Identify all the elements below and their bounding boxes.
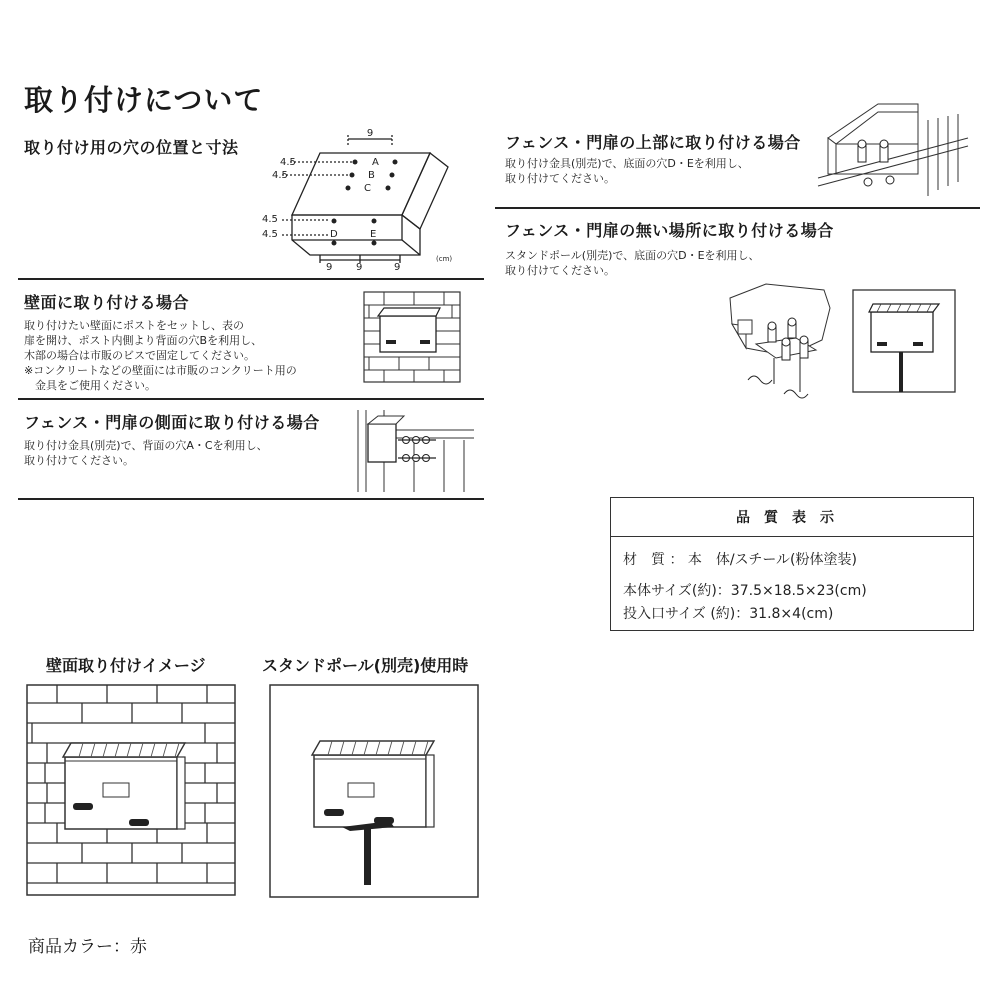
label-b: B — [368, 170, 375, 181]
dim-9-bottom-2: 9 — [356, 262, 363, 273]
fence-side-heading: フェンス・門扉の側面に取り付ける場合 — [24, 413, 320, 432]
product-color: 商品カラー：赤 — [28, 937, 147, 957]
fence-top-body: 取り付け金具(別売)で、底面の穴D・Eを利用し、 取り付けてください。 — [505, 157, 749, 185]
label-a: A — [372, 157, 379, 168]
wall-heading: 壁面に取り付ける場合 — [24, 293, 190, 312]
pole-mount-illustration — [853, 290, 955, 392]
label-e: E — [370, 229, 377, 240]
quality-table — [610, 497, 974, 631]
dim-45-b: 4.5 — [272, 170, 288, 181]
wall-mount-image — [27, 685, 235, 895]
page-title: 取り付けについて — [24, 83, 264, 117]
dim-45-e: 4.5 — [262, 229, 278, 240]
fence-side-illustration — [354, 410, 474, 492]
no-fence-body: スタンドポール(別売)で、底面の穴D・Eを利用し、 取り付けてください。 — [505, 249, 760, 277]
quality-row-body-size: 本体サイズ(約)：37.5×18.5×23(cm) — [623, 583, 867, 599]
fence-side-body: 取り付け金具(別売)で、背面の穴A・Cを利用し、 取り付けてください。 — [24, 439, 268, 467]
fence-top-illustration — [818, 100, 968, 196]
label-c: C — [364, 183, 371, 194]
wall-body: 取り付けたい壁面にポストをセットし、表の 扉を開け、ポスト内側より背面の穴Bを利用し、 木部の場合は市販のビスで固定してください。 ※コンクリートなどの壁面には市販のコンクリート用の 金具をご使用ください。 — [24, 319, 297, 392]
hole-position-diagram — [260, 125, 470, 273]
dim-9-top: 9 — [366, 128, 374, 139]
dim-45-d: 4.5 — [262, 214, 278, 225]
divider — [18, 498, 484, 500]
fence-top-heading: フェンス・門扉の上部に取り付ける場合 — [505, 133, 801, 152]
no-fence-heading: フェンス・門扉の無い場所に取り付ける場合 — [505, 221, 834, 240]
label-d: D — [330, 229, 338, 240]
wall-mount-illustration — [364, 292, 460, 382]
unit-label: (cm) — [436, 255, 453, 263]
holes-heading: 取り付け用の穴の位置と寸法 — [24, 138, 239, 157]
wall-image-caption: 壁面取り付けイメージ — [46, 656, 206, 675]
dim-9-bottom-3: 9 — [394, 262, 401, 273]
dim-9-bottom-1: 9 — [326, 262, 333, 273]
pole-bracket-illustration — [726, 284, 836, 396]
divider — [18, 278, 484, 280]
pole-image-caption: スタンドポール(別売)使用時 — [262, 656, 469, 675]
divider — [18, 398, 484, 400]
quality-table-header: 品質表示 — [611, 498, 973, 537]
quality-row-material: 材 質 ： 本 体/スチール(粉体塗装) — [623, 552, 857, 568]
quality-row-slot-size: 投入口サイズ (約)：31.8×4(cm) — [623, 606, 834, 622]
pole-image — [270, 685, 478, 897]
divider — [495, 207, 980, 209]
dim-45-a: 4.5 — [280, 157, 296, 168]
